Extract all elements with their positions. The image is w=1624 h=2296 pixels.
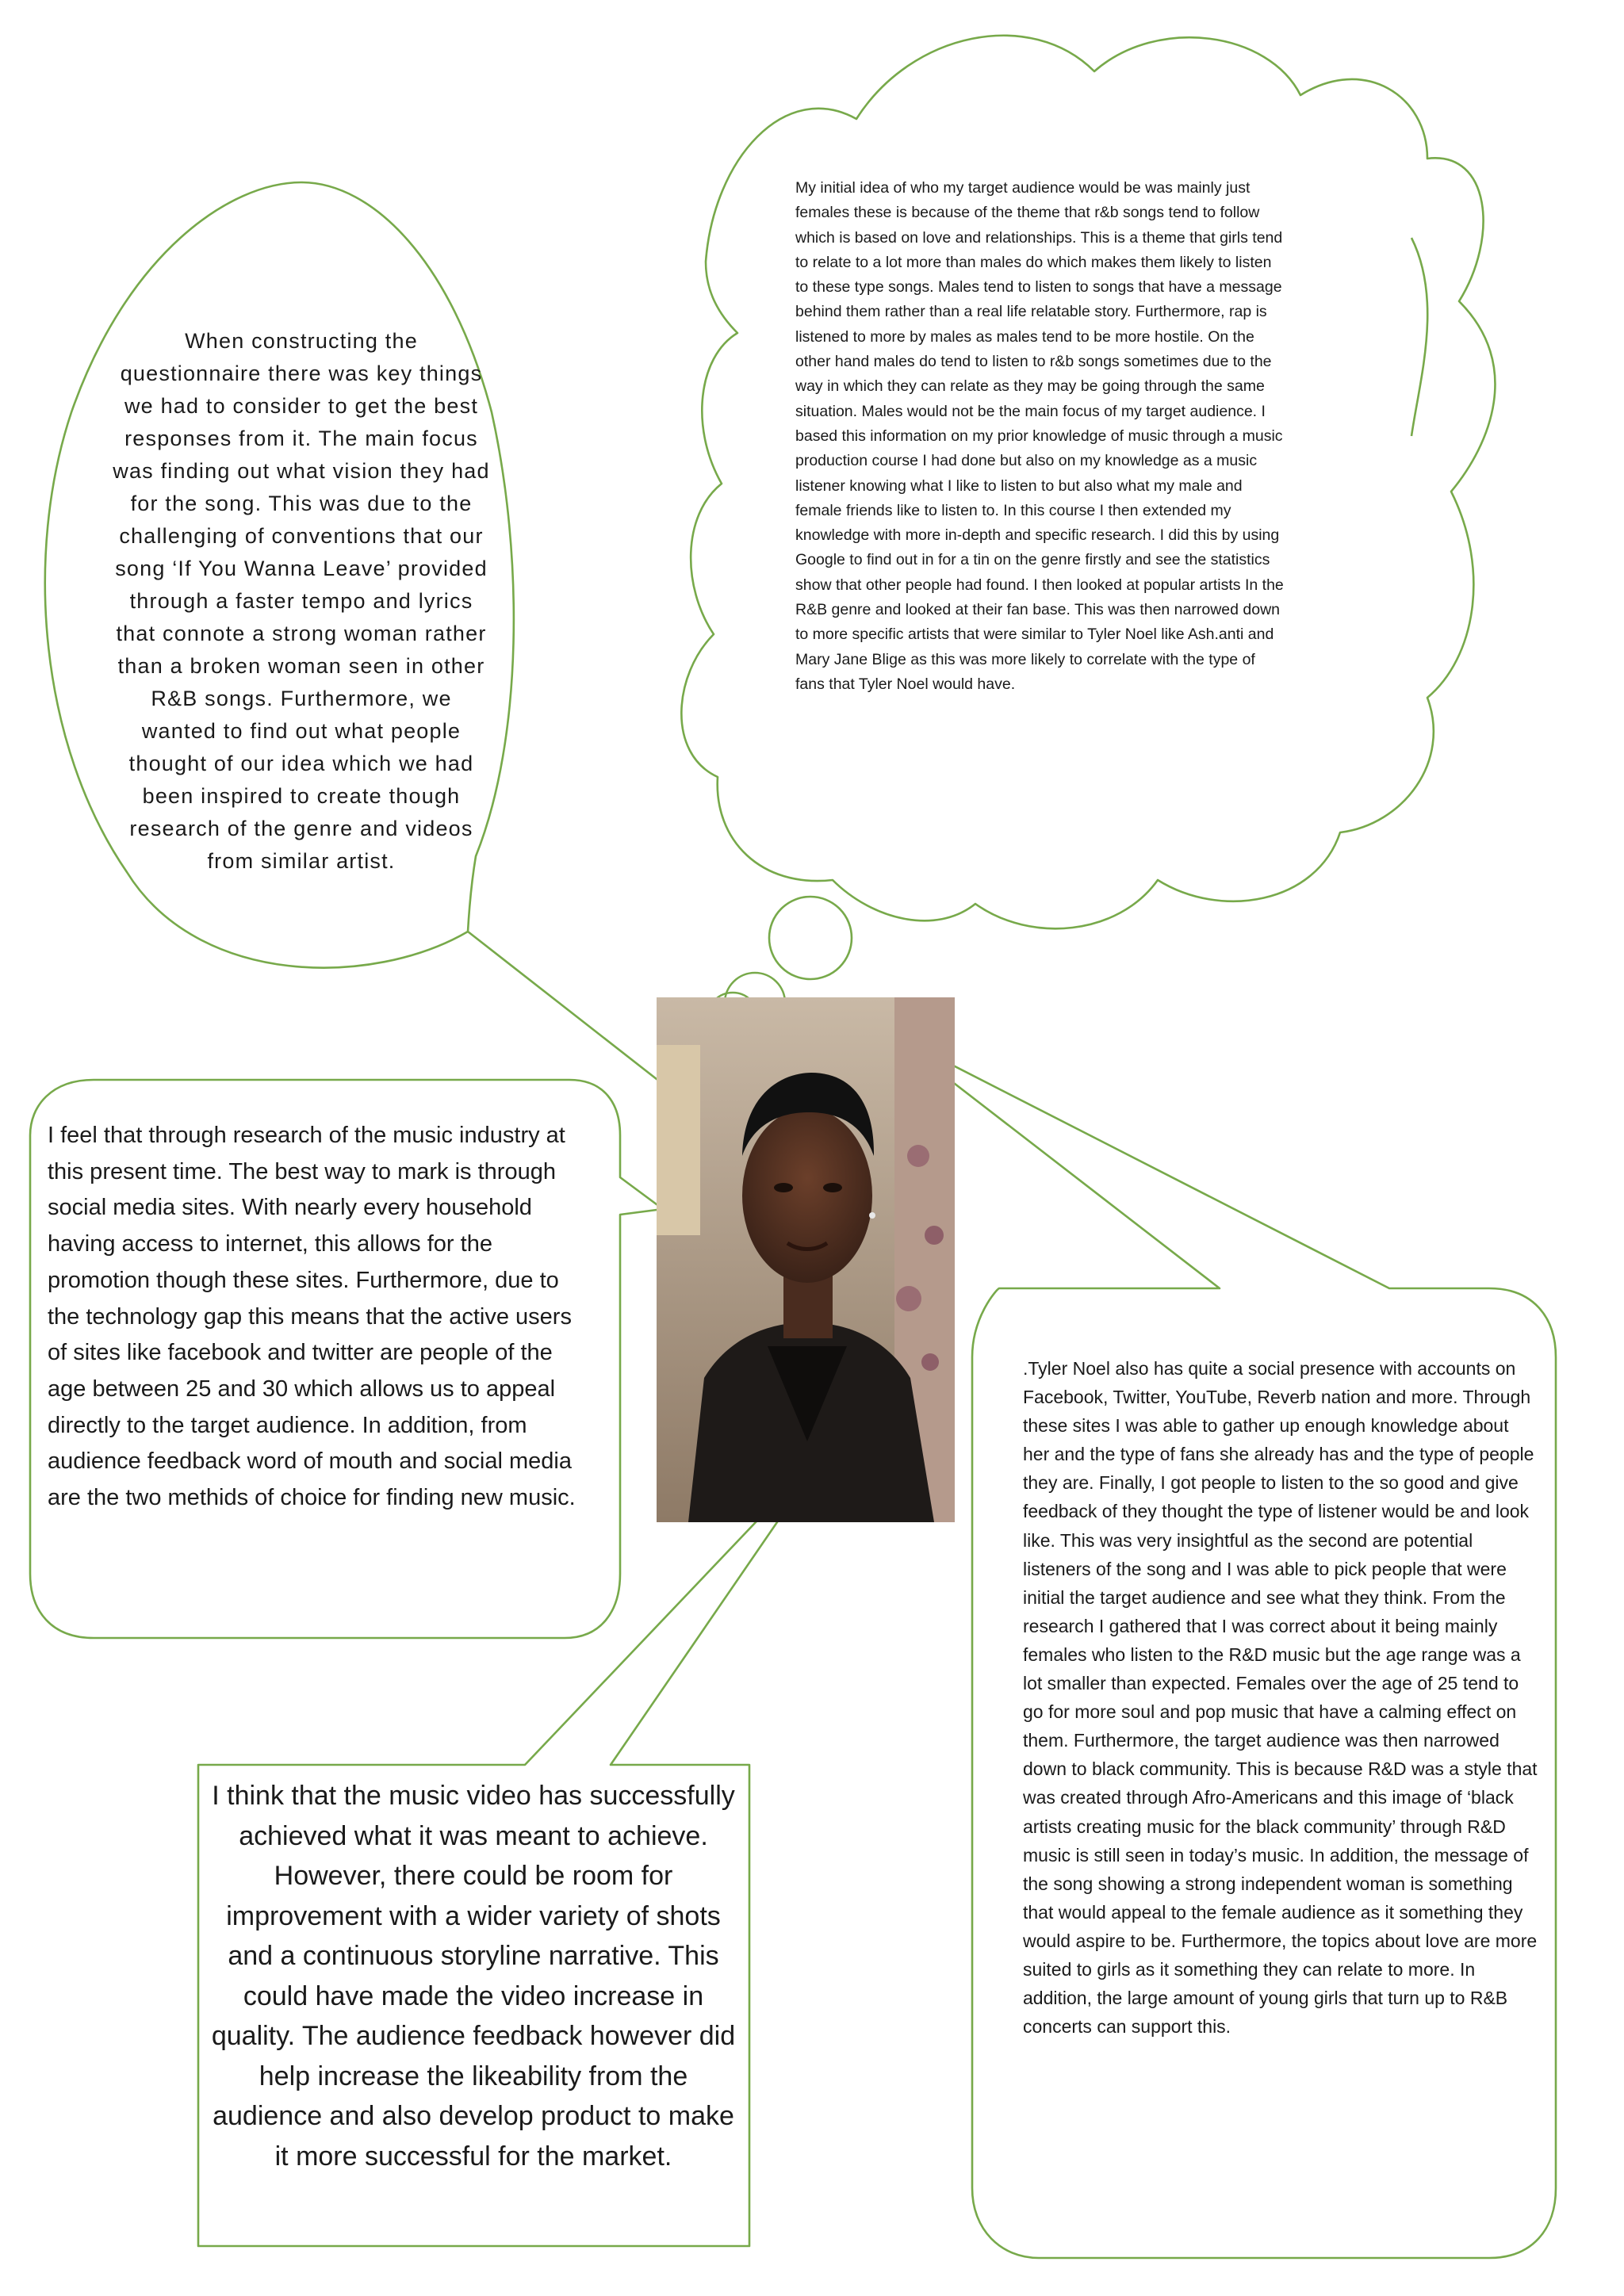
evaluation-text: I think that the music video has successfully achieved what it was meant to achieve. However, there could be room for improvement with a wider variety of shots and a continuous storyline narrative. This could have made the video increase in quality. The audience feedback however did help increase the likeability from the audience and also develop product to make it more successful for the market.	[211, 1781, 736, 2172]
thought-circle-large	[769, 897, 852, 979]
portrait-photo	[657, 997, 955, 1522]
tyler-noel-research-text: .Tyler Noel also has quite a social presence with accounts on Facebook, Twitter, YouTube, Reverb nation and more. Through these sites I was able to gather up enough knowledge about her and the type of fans she already has and the type of people they are. Finally, I got people to listen to the so good and give feedback of they thought the type of listener would be and look like. This was very insightful as the second are potential listeners of the song and I was able to pick people that were initial the target audience and see what they think. From the research I gathered that I was correct about it being mainly females who listen to the R&D music but the age range was a lot smaller than expected. Females over the age of 25 tend to go for more soul and pop music that have a calming effect on them. Furthermore, the target audience was then narrowed down to black community. This is because R&D was a style that was created through Afro-Americans and this image of ‘black artists creating music for the black community’ through R&D music is still seen in today’s music. In addition, the message of the song showing a strong independent woman is something that would appeal to the female audience as it something they would aspire to be. Furthermore, the topics about love are more suited to girls as it something they can relate to more. In addition, the large amount of young girls that turn up to R&B concerts can support this.	[1023, 1358, 1538, 2038]
questionnaire-text: When constructing the questionnaire there was key things we had to consider to get the best responses from it. The main focus was finding out what vision they had for the song. This was due to the challenging of conventions that our song ‘If You Wanna Leave’ provided through a faster tempo and lyrics that connote a strong woman rather than a broken woman seen in other R&B songs. Furthermore, we wanted to find out what people thought of our idea which we had been inspired to create though research of the genre and videos from similar artist.	[113, 329, 490, 873]
thought-cloud-inner-arc	[1411, 238, 1427, 436]
social-media-text: I feel that through research of the music industry at this present time. The best way to mark is through social media sites. With nearly every household having access to internet, this allows for the promotion though these sites. Furthermore, due to the technology gap this means that the active users of sites like facebook and twitter are people of the age between 25 and 30 which allows us to appeal directly to the target audience. In addition, from audience feedback word of mouth and social media are the two methids of choice for finding new music.	[48, 1123, 576, 1511]
target-audience-thought-text: My initial idea of who my target audience would be was mainly just females these is because of the theme that r&b songs tend to follow which is based on love and relationships. This is a theme that girls tend to relate to a lot more than males do which makes them likely to listen to these type songs. Males tend to listen to songs that have a message behind them rather than a real life relatable story. Furthermore, rap is listened to more by males as males tend to be more hostile. On the other hand males do tend to listen to r&b songs sometimes due to the way in which they can relate as they may be going through the same situation. Males would not be the main focus of my target audience. I based this information on my prior knowledge of music through a music production course I had done but also on my knowledge as a music listener knowing what I like to listen to but also what my male and female friends like to listen to. In this course I then extended my knowledge with more in-depth and specific research. I did this by using Google to find out in for a tin on the genre firstly and see the statistics show that other people had found. I then looked at popular artists In the R&B genre and looked at their fan base. This was then narrowed down to more specific artists that were similar to Tyler Noel like Ash.anti and Mary Jane Blige as this was more likely to correlate with the type of fans that Tyler Noel would have.	[795, 179, 1284, 693]
